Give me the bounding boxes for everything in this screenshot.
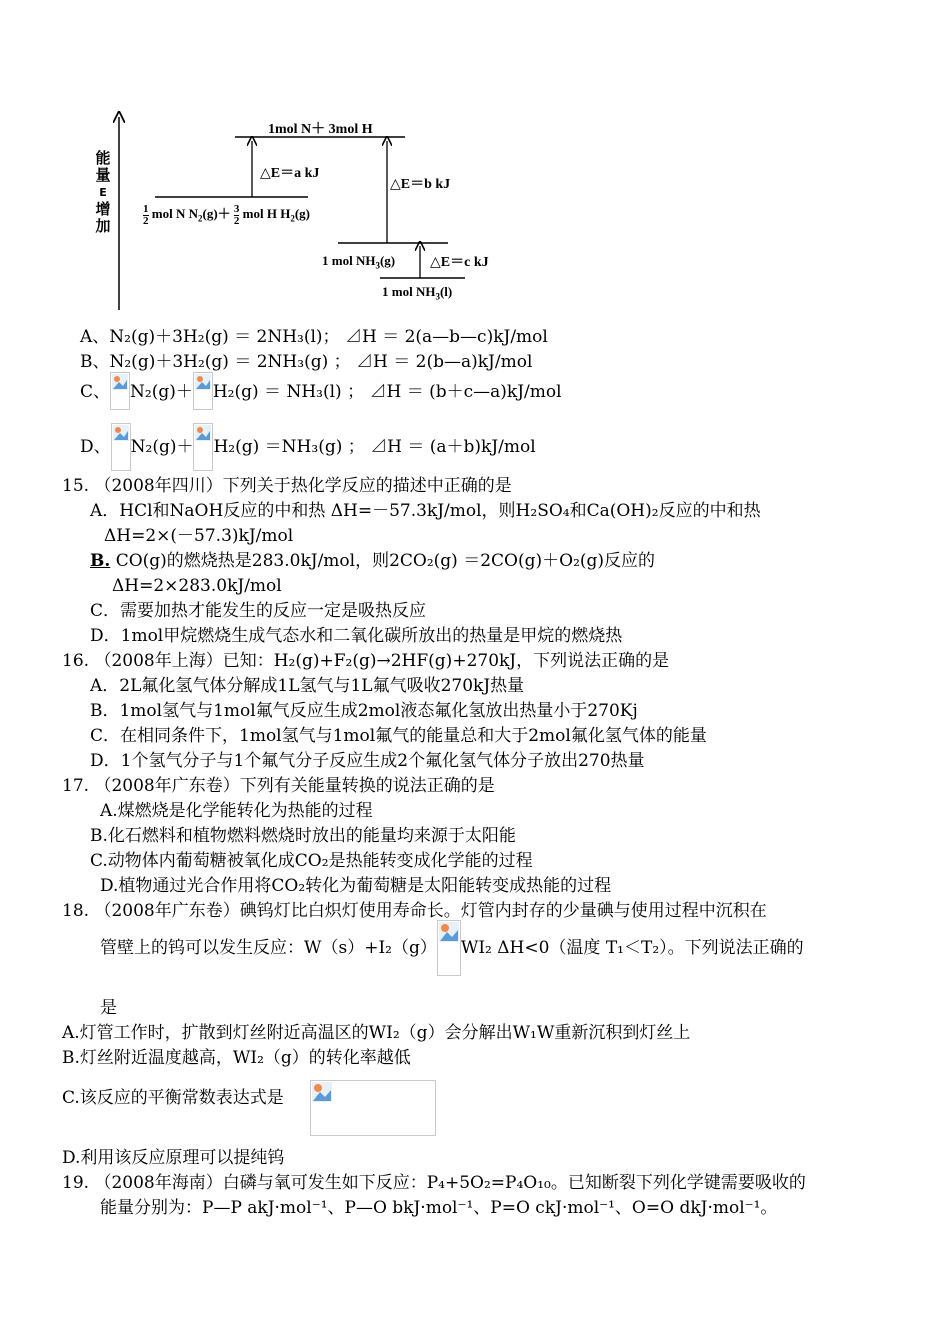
- q15-option-a-line2: ΔH=2×(－57.3)kJ/mol: [104, 526, 294, 546]
- fraction-three-halves: $\frac{3}{2}$: [233, 202, 240, 227]
- broken-image-icon: [193, 423, 213, 471]
- q15-stem: 15. （2008年四川）下列关于热化学反应的描述中正确的是: [62, 476, 512, 496]
- q18-option-c-text: C.该反应的平衡常数表达式是: [62, 1088, 284, 1108]
- q19-stem-line1: 19. （2008年海南）白磷与氧可发生如下反应：P₄+5O₂=P₄O₁₀。已知断裂下列化学键需要吸收的: [62, 1173, 806, 1193]
- q18-stem-line1: 18. （2008年广东卷）碘钨灯比白炽灯使用寿命长。灯管内封存的少量碘与使用过程中沉积在: [62, 901, 767, 921]
- q14-option-a: A、N₂(g)＋3H₂(g) ＝ 2NH₃(l)； ⊿H ＝ 2(a—b—c)kJ/mol: [80, 327, 548, 347]
- q16-option-a: A．2L氟化氢气体分解成1L氢气与1L氟气吸收270kJ热量: [90, 676, 525, 696]
- broken-image-icon: [193, 372, 213, 410]
- option-c-letter: C、: [80, 382, 111, 402]
- top-level-label: 1mol N＋ 3mol H: [268, 122, 373, 137]
- q15-option-b-line2: ΔH=2×283.0kJ/mol: [112, 576, 282, 596]
- reactant-h2: mol H: [242, 206, 277, 221]
- q17-stem: 17. （2008年广东卷）下列有关能量转换的说法正确的是: [62, 776, 495, 796]
- axis-char: 增: [95, 200, 111, 218]
- nh3-liquid-text: 1 mol NH: [382, 284, 436, 299]
- reactant-n2: mol N: [151, 206, 186, 221]
- axis-char: 能: [95, 149, 111, 167]
- q17-option-d: D.植物通过光合作用将CO₂转化为葡萄糖是太阳能转变成热能的过程: [100, 876, 612, 896]
- q14-option-b: B、N₂(g)＋3H₂(g) ＝ 2NH₃(g) ； ⊿H ＝ 2(b—a)kJ/mol: [80, 352, 533, 372]
- q14-option-d: [80, 423, 536, 471]
- q15-option-b-letter: B.: [90, 551, 111, 571]
- q18-stem-line2: [100, 920, 804, 976]
- nh3-gas-label: 1 mol $NH_3(g)$: [322, 253, 396, 271]
- delta-c-label: △E＝c kJ: [430, 255, 489, 270]
- q16-stem: 16. （2008年上海）已知：H₂(g)+F₂(g)→2HF(g)+270kJ，下列说法正确的是: [62, 651, 670, 671]
- axis-char: 加: [95, 217, 111, 235]
- q18-option-c: [62, 1087, 284, 1109]
- broken-image-icon: [310, 1080, 436, 1136]
- option-d-rest: H₂(g) ＝NH₃(g) ； ⊿H ＝ (a＋b)kJ/mol: [213, 437, 536, 457]
- fraction-half: $\frac{1}{2}$: [143, 202, 149, 227]
- q18-option-a: A.灯管工作时，扩散到灯丝附近高温区的WI₂（g）会分解出W₁W重新沉积到灯丝上: [62, 1023, 691, 1043]
- q18-reaction-right: WI₂ ΔH<0（温度 T₁＜T₂）。下列说法正确的: [460, 938, 804, 958]
- delta-a-label: △E＝a kJ: [260, 166, 320, 181]
- q15-option-d: D．1mol甲烷燃烧生成气态水和二氧化碳所放出的热量是甲烷的燃烧热: [90, 626, 623, 646]
- option-c-rest: H₂(g) ＝ NH₃(l) ； ⊿H ＝ (b＋c—a)kJ/mol: [212, 382, 562, 402]
- q14-option-c: [80, 372, 562, 410]
- nh3-gas-text: 1 mol NH: [322, 253, 376, 268]
- q16-option-b: B．1mol氢气与1mol氟气反应生成2mol液态氟化氢放出热量小于270Kj: [90, 701, 638, 721]
- option-d-letter: D、: [80, 437, 111, 457]
- q16-option-c: C．在相同条件下，1mol氢气与1mol氟气的能量总和大于2mol氟化氢气体的能量: [90, 726, 707, 746]
- broken-image-icon: [111, 423, 131, 471]
- q18-option-d: D.利用该反应原理可以提纯钨: [62, 1148, 285, 1168]
- energy-axis-label: [92, 150, 114, 235]
- q15-option-c: C．需要加热才能发生的反应一定是吸热反应: [90, 601, 427, 621]
- q17-option-c: C.动物体内葡萄糖被氧化成CO₂是热能转变成化学能的过程: [90, 851, 533, 871]
- broken-image-icon: [110, 372, 130, 410]
- q17-option-a: A.煤燃烧是化学能转化为热能的过程: [100, 801, 373, 821]
- q19-stem-line2: 能量分别为：P—P akJ·mol⁻¹、P—O bkJ·mol⁻¹、P=O ckJ·mol⁻¹、O=O dkJ·mol⁻¹。: [100, 1198, 778, 1218]
- q17-option-b: B.化石燃料和植物燃料燃烧时放出的能量均来源于太阳能: [90, 826, 516, 846]
- option-d-n2: N₂(g)＋: [130, 437, 194, 457]
- q18-stem-line3: 是: [100, 998, 117, 1018]
- q18-reaction-left: 管壁上的钨可以发生反应：W（s）+I₂（g）: [100, 938, 437, 958]
- q15-option-b-text: CO(g)的燃烧热是283.0kJ/mol，则2CO₂(g) ＝2CO(g)＋O₂(g)反应的: [115, 551, 656, 571]
- option-c-n2: N₂(g)＋: [130, 382, 193, 402]
- broken-image-icon: [437, 920, 461, 976]
- q15-option-a-line1: A．HCl和NaOH反应的中和热 ΔH=－57.3kJ/mol，则H₂SO₄和Ca(OH)₂反应的中和热: [90, 501, 761, 521]
- reactants-label: $\frac{1}{2}$ mol N $N_2(g)+$ $\frac{3}{2}$ mol H $H_2(g)$: [143, 202, 311, 227]
- axis-char: 量: [95, 166, 111, 184]
- q18-option-b: B.灯丝附近温度越高，WI₂（g）的转化率越低: [62, 1048, 411, 1068]
- axis-char: E: [99, 186, 107, 199]
- q16-option-d: D．1个氢气分子与1个氟气分子反应生成2个氟化氢气体分子放出270热量: [90, 751, 645, 771]
- q15-option-b-line1: [90, 550, 655, 572]
- delta-b-label: △E＝b kJ: [390, 177, 451, 192]
- nh3-liquid-label: 1 mol $NH_3(l)$: [382, 284, 453, 302]
